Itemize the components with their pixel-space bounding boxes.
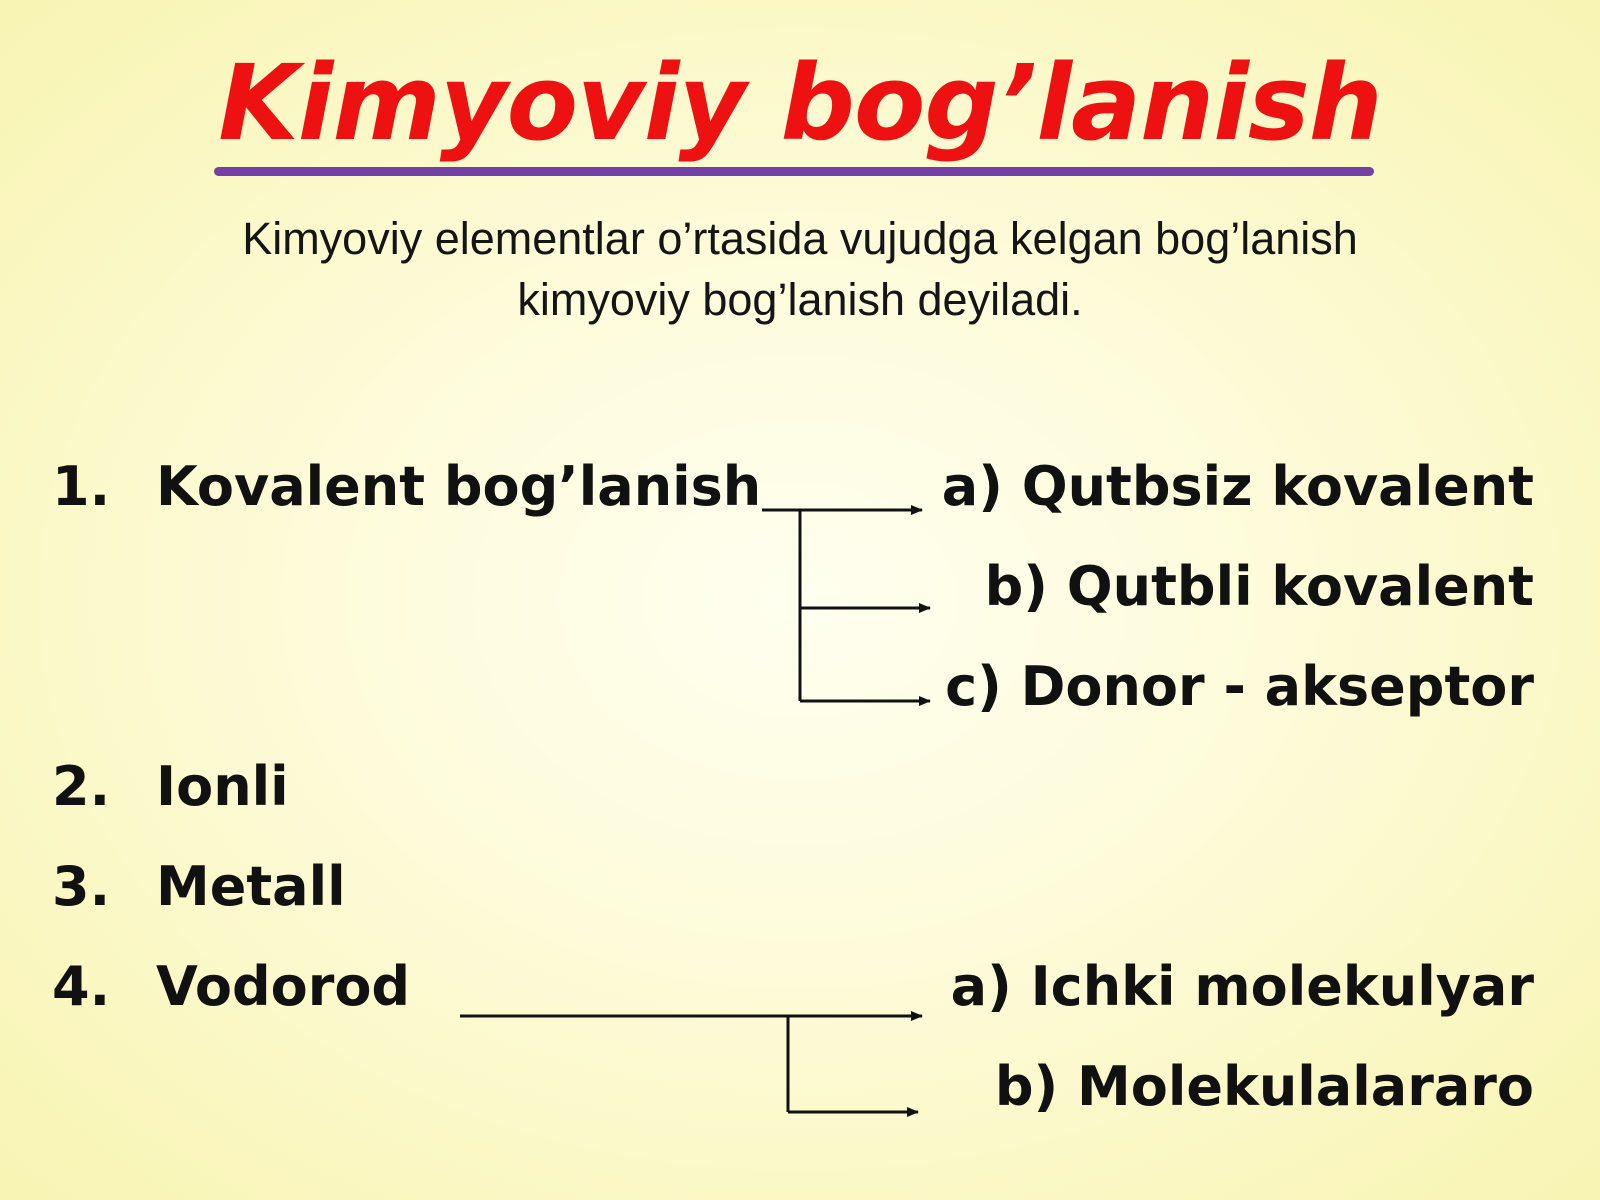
list-number: 1. bbox=[52, 455, 111, 518]
subtype-qutbsiz-kovalent: a) Qutbsiz kovalent bbox=[941, 455, 1534, 518]
list-number: 2. bbox=[52, 755, 111, 818]
definition-line-2: kimyoviy bog’lanish deyiladi. bbox=[517, 274, 1083, 325]
list-number: 3. bbox=[52, 855, 111, 918]
subtype-ichki-molekulyar: a) Ichki molekulyar bbox=[950, 955, 1534, 1018]
definition-text bbox=[100, 208, 1500, 330]
title-underline bbox=[214, 167, 1374, 176]
subtype-donor-akseptor: c) Donor - akseptor bbox=[945, 655, 1534, 718]
list-label: Metall bbox=[156, 855, 346, 918]
list-item-ionli bbox=[52, 752, 289, 822]
list-label: Kovalent bog’lanish bbox=[156, 455, 762, 518]
subtype-qutbli-kovalent: b) Qutbli kovalent bbox=[984, 555, 1534, 618]
subtype-molekulalararo: b) Molekulalararo bbox=[994, 1055, 1534, 1118]
list-label: Ionli bbox=[156, 755, 289, 818]
list-item-metall bbox=[52, 852, 346, 922]
list-item-vodorod bbox=[52, 952, 410, 1022]
list-item-kovalent bbox=[52, 452, 761, 522]
list-label: Vodorod bbox=[156, 955, 411, 1018]
definition-line-1: Kimyoviy elementlar o’rtasida vujudga kelgan bog’lanish bbox=[242, 213, 1358, 264]
slide-title: Kimyoviy bog’lanish bbox=[218, 42, 1382, 164]
list-number: 4. bbox=[52, 955, 111, 1018]
